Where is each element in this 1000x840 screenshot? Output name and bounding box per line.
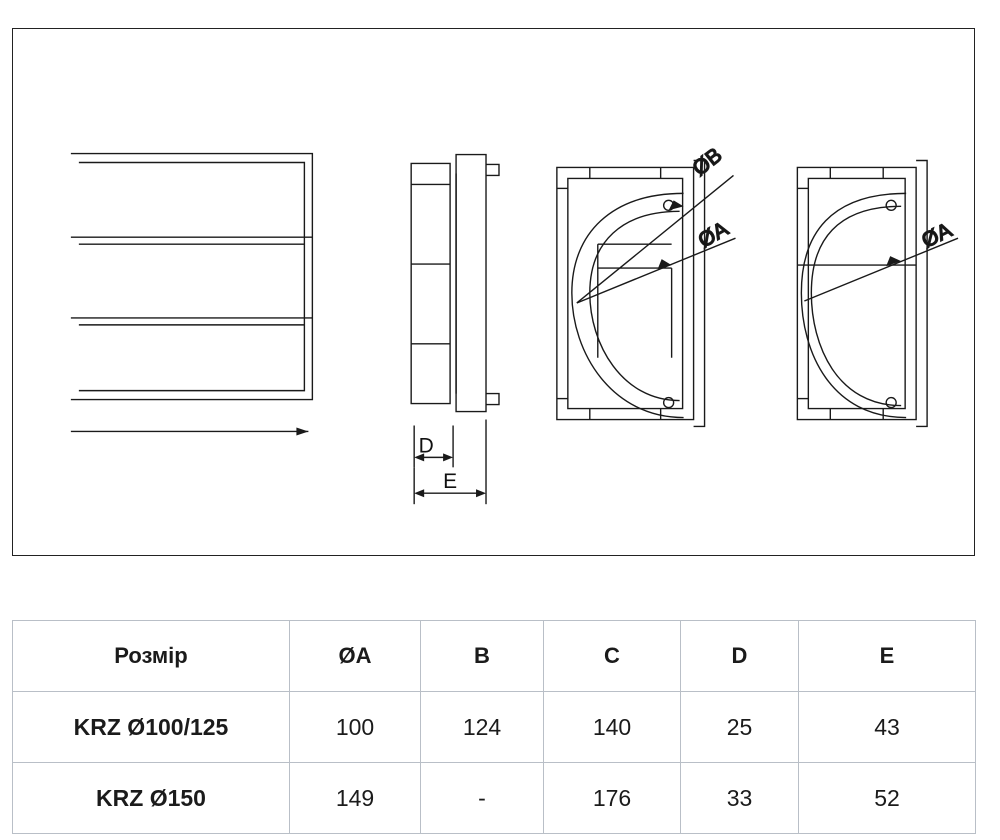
cell-d: 33 xyxy=(681,763,799,834)
cell-size: KRZ Ø150 xyxy=(13,763,290,834)
column-header-diameter-a: ØA xyxy=(290,621,421,692)
rear-view-plain-group xyxy=(797,161,958,427)
cell-b: 124 xyxy=(421,692,544,763)
specification-table-wrapper xyxy=(12,620,975,834)
front-view-group xyxy=(71,154,312,436)
column-header-size: Розмір xyxy=(13,621,290,692)
cell-c: 140 xyxy=(544,692,681,763)
rear-view-collar-group xyxy=(557,144,736,427)
cell-c: 176 xyxy=(544,763,681,834)
dim-label-diameter-b: ØB xyxy=(688,143,727,181)
dim-label-depth-d: D xyxy=(418,434,434,458)
dim-label-diameter-a1: ØA xyxy=(694,217,733,253)
column-header-c: C xyxy=(544,621,681,692)
table-header-row xyxy=(13,621,976,692)
cell-diameter-a: 149 xyxy=(290,763,421,834)
cell-diameter-a: 100 xyxy=(290,692,421,763)
dim-label-diameter-a2: ØA xyxy=(918,218,956,253)
technical-drawing-svg xyxy=(13,29,974,555)
technical-drawing-panel xyxy=(12,28,975,556)
specification-table xyxy=(12,620,976,834)
table-row xyxy=(13,692,976,763)
column-header-d: D xyxy=(681,621,799,692)
cell-e: 43 xyxy=(799,692,976,763)
cell-d: 25 xyxy=(681,692,799,763)
cell-e: 52 xyxy=(799,763,976,834)
column-header-b: B xyxy=(421,621,544,692)
column-header-e: E xyxy=(799,621,976,692)
cell-size: KRZ Ø100/125 xyxy=(13,692,290,763)
dim-label-depth-e: E xyxy=(443,470,458,494)
table-row xyxy=(13,763,976,834)
cell-b: - xyxy=(421,763,544,834)
